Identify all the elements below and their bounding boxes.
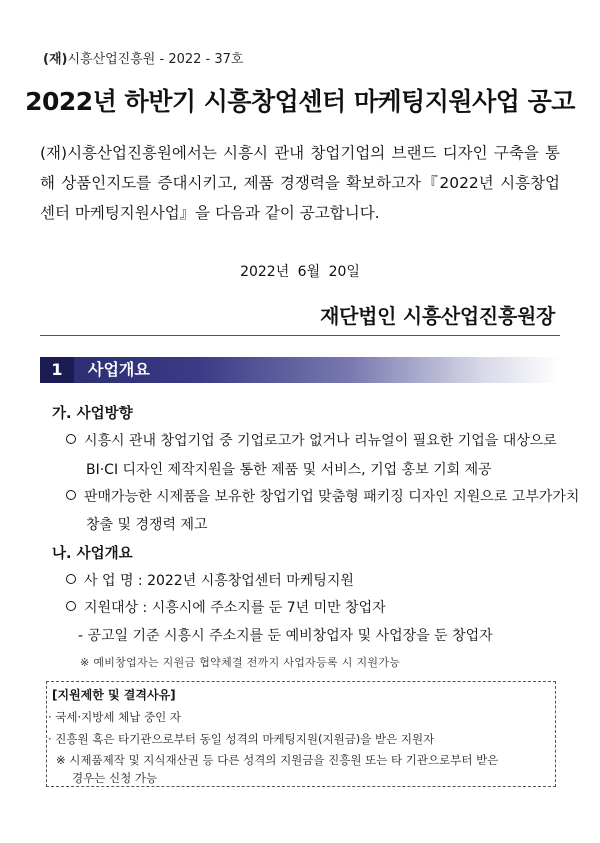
restriction-box-title: [지원제한 및 결격사유]: [52, 688, 176, 702]
page-title: 2022년 하반기 시흥창업센터 마케팅지원사업 공고: [25, 87, 575, 116]
bullet-item: [66, 486, 579, 506]
circle-bullet-icon: [66, 434, 76, 444]
dash-item: - 공고일 기준 시흥시 주소지를 둔 예비창업자 및 사업장을 둔 창업자: [78, 628, 493, 644]
bullet-text: 시흥시 관내 창업기업 중 기업로고가 없거나 리뉴얼이 필요한 기업을 대상으로: [84, 433, 557, 449]
intro-paragraph: (재)시흥산업진흥원에서는 시흥시 관내 창업기업의 브랜드 디자인 구축을 통해 상품인지도를 증대시키고, 제품 경쟁력을 확보하고자『2022년 시흥창업센터 마케팅지원사업』을 다음과 같이 공고합니다.: [40, 144, 560, 222]
restriction-line: ※ 시제품제작 및 지식재산권 등 다른 성격의 지원금을 진흥원 또는 타 기관으로부터 받은: [56, 753, 499, 767]
document-number-prefix: (재): [43, 52, 68, 67]
circle-bullet-icon: [66, 574, 76, 584]
announcement-date: 2022년 6월 20일: [240, 264, 360, 280]
restriction-line: 경우는 신청 가능: [72, 771, 158, 785]
bullet-text: 사 업 명 : 2022년 시흥창업센터 마케팅지원: [84, 573, 354, 589]
subsection-title-b: 나. 사업개요: [52, 546, 133, 562]
document-number: [43, 48, 243, 67]
document-number-text: 시흥산업진흥원 - 2022 - 37호: [67, 52, 244, 67]
bullet-item: [66, 570, 354, 590]
circle-bullet-icon: [66, 601, 76, 611]
bullet-item: [66, 597, 386, 617]
circle-bullet-icon: [66, 490, 76, 500]
bullet-continuation: 창출 및 경쟁력 제고: [86, 517, 208, 533]
bullet-continuation: BI·CI 디자인 제작지원을 통한 제품 및 서비스, 기업 홍보 기회 제공: [86, 462, 492, 478]
subsection-title-a: 가. 사업방향: [52, 406, 133, 422]
bullet-text: 지원대상 : 시흥시에 주소지를 둔 7년 미만 창업자: [84, 600, 386, 616]
section-title: 사업개요: [88, 360, 150, 379]
divider: [40, 335, 560, 336]
bullet-text: 판매가능한 시제품을 보유한 창업기업 맞춤형 패키징 디자인 지원으로 고부가가치: [84, 489, 580, 505]
bullet-item: [66, 430, 557, 450]
organization-name: 재단법인 시흥산업진흥원장: [320, 304, 555, 328]
restriction-line: · 진흥원 혹은 타기관으로부터 동일 성격의 마케팅지원(지원금)을 받은 지원자: [48, 732, 435, 746]
restriction-line: · 국세·지방세 체납 중인 자: [48, 710, 182, 724]
note-text: ※ 예비창업자는 지원금 협약체결 전까지 사업자등록 시 지원가능: [80, 656, 401, 669]
section-number: 1: [40, 357, 74, 383]
